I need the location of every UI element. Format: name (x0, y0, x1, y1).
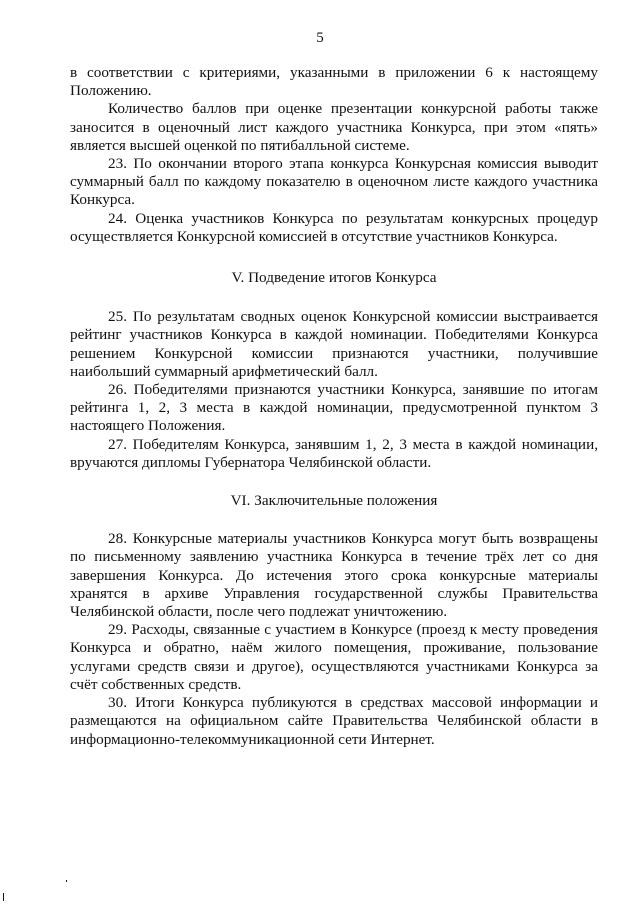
scan-mark (66, 880, 67, 882)
paragraph-27: 27. Победителям Конкурса, занявшим 1, 2, 3 места в каждой номинации, вручаются дипломы Губернатора Челябинской области. (70, 435, 598, 471)
paragraph-30: 30. Итоги Конкурса публикуются в средствах массовой информации и размещаются на официальном сайте Правительства Челябинской области в информационно-телекоммуникационной сети Интернет. (70, 694, 598, 748)
page-number: 5 (316, 30, 324, 46)
paragraph-29: 29. Расходы, связанные с участием в Конкурсе (проезд к месту проведения Конкурса и обратно, наём жилого помещения, проживание, пользование услугами средств связи и другое), осуществляются участниками Конкурса за счёт собственных средств. (70, 621, 598, 693)
section-heading-vi: VI. Заключительные положения (230, 492, 438, 510)
paragraph-24: 24. Оценка участников Конкурса по результатам конкурсных процедур осуществляется Конкурсной комиссией в отсутствие участников Конкурса. (70, 209, 598, 245)
document-body (70, 64, 598, 749)
scan-mark (3, 893, 4, 901)
paragraph-25: 25. По результатам сводных оценок Конкурсной комиссии выстраивается рейтинг участников Конкурса в каждой номинации. Победителями Конкурса решением Конкурсной комиссии признаются участники, получившие наибольший суммарный арифметический балл. (70, 308, 598, 380)
paragraph-28: 28. Конкурсные материалы участников Конкурса могут быть возвращены по письменному заявлению участника Конкурса в течение трёх лет со дня завершения Конкурса. До истечения этого срока конкурсные материалы хранятся в архиве Управления государственной службы Правительства Челябинской области, после чего подлежат уничтожению. (70, 530, 598, 621)
paragraph-26: 26. Победителями признаются участники Конкурса, занявшие по итогам рейтинга 1, 2, 3 места в каждой номинации, предусмотренной пунктом 3 настоящего Положения. (70, 381, 598, 435)
paragraph-score-note: Количество баллов при оценке презентации конкурсной работы также заносится в оценочный лист каждого участника Конкурса, при этом «пять» является высшей оценкой по пятибалльной системе. (70, 100, 598, 154)
paragraph-continuation: в соответствии с критериями, указанными в приложении 6 к настоящему Положению. (70, 64, 598, 100)
section-heading-v: V. Подведение итогов Конкурса (231, 269, 437, 287)
paragraph-23: 23. По окончании второго этапа конкурса Конкурсная комиссия выводит суммарный балл по каждому показателю в оценочном листе каждого участника Конкурса. (70, 155, 598, 209)
